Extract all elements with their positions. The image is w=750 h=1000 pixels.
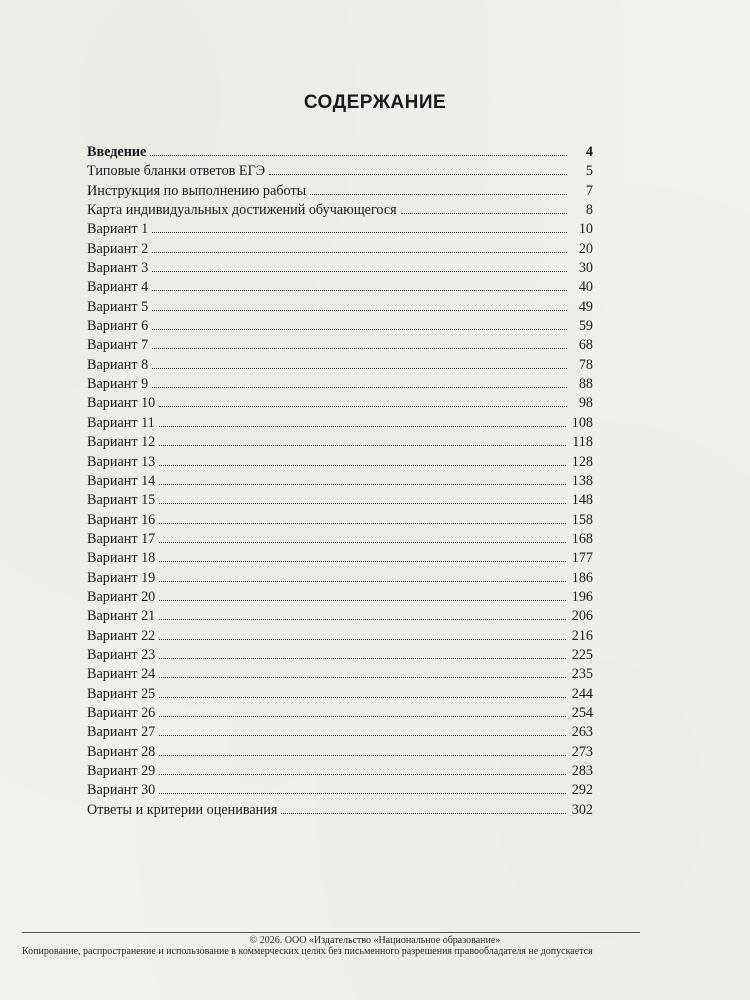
toc-entry xyxy=(87,143,593,162)
toc-entry xyxy=(87,607,593,626)
toc-entry xyxy=(87,685,593,704)
toc-entry-page-number: 148 xyxy=(571,492,593,509)
toc-entry xyxy=(87,530,593,549)
toc-entry-label: Введение xyxy=(87,144,147,160)
toc-leader-dots xyxy=(401,213,567,214)
table-of-contents xyxy=(87,143,593,820)
toc-entry-page-number: 206 xyxy=(571,608,593,625)
toc-entry xyxy=(87,201,593,220)
toc-entry-page-number: 283 xyxy=(571,763,593,779)
toc-leader-dots xyxy=(159,600,565,601)
toc-entry-page-number: 254 xyxy=(571,704,593,721)
toc-leader-dots xyxy=(159,581,565,582)
toc-entry xyxy=(87,511,593,530)
toc-leader-dots xyxy=(152,310,567,311)
toc-entry-label: Вариант 1 xyxy=(87,221,149,238)
toc-leader-dots xyxy=(152,290,567,291)
toc-entry xyxy=(87,723,593,742)
toc-entry-page-number: 68 xyxy=(578,337,593,354)
toc-entry-label: Инструкция по выполнению работы xyxy=(87,182,307,199)
toc-entry-label: Вариант 3 xyxy=(87,260,149,277)
toc-entry-page-number: 40 xyxy=(578,279,593,296)
toc-entry-page-number: 5 xyxy=(585,163,593,180)
toc-entry-label: Вариант 9 xyxy=(87,376,149,393)
toc-entry xyxy=(87,278,593,297)
toc-leader-dots xyxy=(152,348,567,349)
toc-entry-page-number: 177 xyxy=(571,550,593,567)
toc-entry-page-number: 186 xyxy=(571,569,593,586)
toc-entry xyxy=(87,182,593,201)
toc-entry-page-number: 128 xyxy=(571,453,593,470)
toc-entry-page-number: 10 xyxy=(578,221,593,238)
toc-entry xyxy=(87,627,593,646)
toc-entry-page-number: 273 xyxy=(571,743,593,760)
toc-entry-label: Вариант 28 xyxy=(87,743,156,760)
toc-leader-dots xyxy=(159,484,565,485)
toc-leader-dots xyxy=(159,619,565,620)
toc-entry-page-number: 98 xyxy=(578,395,593,412)
toc-entry-page-number: 108 xyxy=(571,414,593,431)
toc-entry xyxy=(87,665,593,684)
toc-entry-page-number: 8 xyxy=(585,202,593,219)
toc-leader-dots xyxy=(159,793,565,794)
toc-entry-label: Вариант 25 xyxy=(87,685,156,702)
toc-leader-dots xyxy=(159,561,565,562)
toc-entry-page-number: 216 xyxy=(571,627,593,644)
toc-entry xyxy=(87,588,593,607)
toc-leader-dots xyxy=(159,716,565,717)
toc-entry xyxy=(87,743,593,762)
toc-entry-page-number: 235 xyxy=(571,666,593,683)
toc-entry-label: Типовые бланки ответов ЕГЭ xyxy=(87,163,266,180)
toc-entry-label: Вариант 2 xyxy=(87,240,149,257)
toc-leader-dots xyxy=(310,194,567,195)
toc-entry-page-number: 78 xyxy=(578,356,593,373)
toc-entry-page-number: 20 xyxy=(578,240,593,257)
footer-copyright: © 2026. ООО «Издательство «Национальное образование» xyxy=(249,935,501,946)
toc-entry-label: Вариант 29 xyxy=(87,763,156,779)
toc-entry-page-number: 196 xyxy=(571,588,593,605)
toc-entry xyxy=(87,240,593,259)
toc-entry-label: Вариант 4 xyxy=(87,279,149,296)
footer-divider xyxy=(22,932,640,933)
toc-leader-dots xyxy=(152,232,567,233)
toc-entry-label: Вариант 27 xyxy=(87,724,156,741)
toc-leader-dots xyxy=(159,542,565,543)
toc-leader-dots xyxy=(269,174,567,175)
toc-entry-label: Вариант 26 xyxy=(87,704,156,721)
toc-entry xyxy=(87,781,593,800)
toc-entry-label: Вариант 13 xyxy=(87,453,156,470)
toc-entry-page-number: 88 xyxy=(578,376,593,393)
toc-entry xyxy=(87,762,593,781)
toc-leader-dots xyxy=(152,329,567,330)
toc-entry xyxy=(87,414,593,433)
toc-entry-label: Вариант 19 xyxy=(87,569,156,586)
toc-entry xyxy=(87,259,593,278)
toc-entry-label: Вариант 30 xyxy=(87,782,156,799)
toc-entry-label: Вариант 22 xyxy=(87,627,156,644)
toc-entry xyxy=(87,491,593,510)
toc-entry-label: Вариант 20 xyxy=(87,588,156,605)
toc-entry-page-number: 118 xyxy=(572,434,593,451)
toc-entry-label: Вариант 5 xyxy=(87,298,149,315)
toc-entry-label: Вариант 18 xyxy=(87,550,156,567)
toc-leader-dots xyxy=(150,155,567,156)
toc-entry-page-number: 168 xyxy=(571,530,593,547)
toc-leader-dots xyxy=(159,406,567,407)
toc-leader-dots xyxy=(159,677,565,678)
toc-leader-dots xyxy=(152,252,567,253)
toc-leader-dots xyxy=(159,426,566,427)
toc-entry xyxy=(87,433,593,452)
toc-entry-page-number: 158 xyxy=(571,511,593,528)
toc-entry-page-number: 49 xyxy=(578,298,593,315)
toc-entry xyxy=(87,394,593,413)
toc-entry-page-number: 4 xyxy=(585,144,593,160)
toc-entry-page-number: 302 xyxy=(571,801,593,818)
toc-entry-page-number: 59 xyxy=(578,318,593,335)
toc-entry-label: Вариант 14 xyxy=(87,472,156,489)
toc-entry-label: Вариант 7 xyxy=(87,337,149,354)
toc-leader-dots xyxy=(159,503,565,504)
toc-entry-label: Вариант 8 xyxy=(87,356,149,373)
toc-entry-label: Вариант 12 xyxy=(87,434,156,451)
toc-entry-label: Карта индивидуальных достижений обучающегося xyxy=(87,202,397,219)
toc-leader-dots xyxy=(152,387,567,388)
toc-entry-page-number: 292 xyxy=(571,782,593,799)
toc-leader-dots xyxy=(159,465,565,466)
toc-leader-dots xyxy=(159,735,565,736)
toc-leader-dots xyxy=(152,271,567,272)
toc-entry xyxy=(87,704,593,723)
toc-entry-label: Вариант 17 xyxy=(87,530,156,547)
toc-leader-dots xyxy=(159,774,565,775)
toc-entry xyxy=(87,336,593,355)
toc-entry xyxy=(87,569,593,588)
toc-entry-label: Вариант 10 xyxy=(87,395,156,412)
toc-entry-page-number: 244 xyxy=(571,685,593,702)
toc-leader-dots xyxy=(159,658,565,659)
toc-entry-page-number: 138 xyxy=(571,472,593,489)
toc-entry xyxy=(87,317,593,336)
toc-entry xyxy=(87,356,593,375)
toc-entry-page-number: 263 xyxy=(571,724,593,741)
toc-leader-dots xyxy=(159,445,566,446)
toc-entry xyxy=(87,472,593,491)
toc-entry-label: Вариант 11 xyxy=(87,414,155,431)
toc-entry xyxy=(87,298,593,317)
toc-leader-dots xyxy=(159,523,565,524)
toc-entry xyxy=(87,549,593,568)
toc-entry-page-number: 30 xyxy=(578,260,593,277)
toc-entry-label: Ответы и критерии оценивания xyxy=(87,801,278,818)
toc-leader-dots xyxy=(159,697,565,698)
toc-entry xyxy=(87,646,593,665)
toc-leader-dots xyxy=(281,813,565,814)
toc-entry xyxy=(87,453,593,472)
toc-entry xyxy=(87,162,593,181)
toc-entry-label: Вариант 6 xyxy=(87,318,149,335)
toc-entry-label: Вариант 15 xyxy=(87,492,156,509)
toc-entry-page-number: 7 xyxy=(585,182,593,199)
toc-leader-dots xyxy=(152,368,567,369)
toc-entry xyxy=(87,375,593,394)
toc-leader-dots xyxy=(159,755,565,756)
footer-legal-notice: Копирование, распространение и использование в коммерческих целях без письменного разрешения правообладателя не допускается xyxy=(22,946,593,957)
toc-entry xyxy=(87,220,593,239)
toc-entry-label: Вариант 23 xyxy=(87,646,156,663)
toc-entry-page-number: 225 xyxy=(571,646,593,663)
toc-leader-dots xyxy=(159,639,565,640)
page-title: СОДЕРЖАНИЕ xyxy=(303,92,447,113)
toc-entry xyxy=(87,801,593,820)
toc-entry-label: Вариант 16 xyxy=(87,511,156,528)
toc-entry-label: Вариант 24 xyxy=(87,666,156,683)
toc-entry-label: Вариант 21 xyxy=(87,608,156,625)
